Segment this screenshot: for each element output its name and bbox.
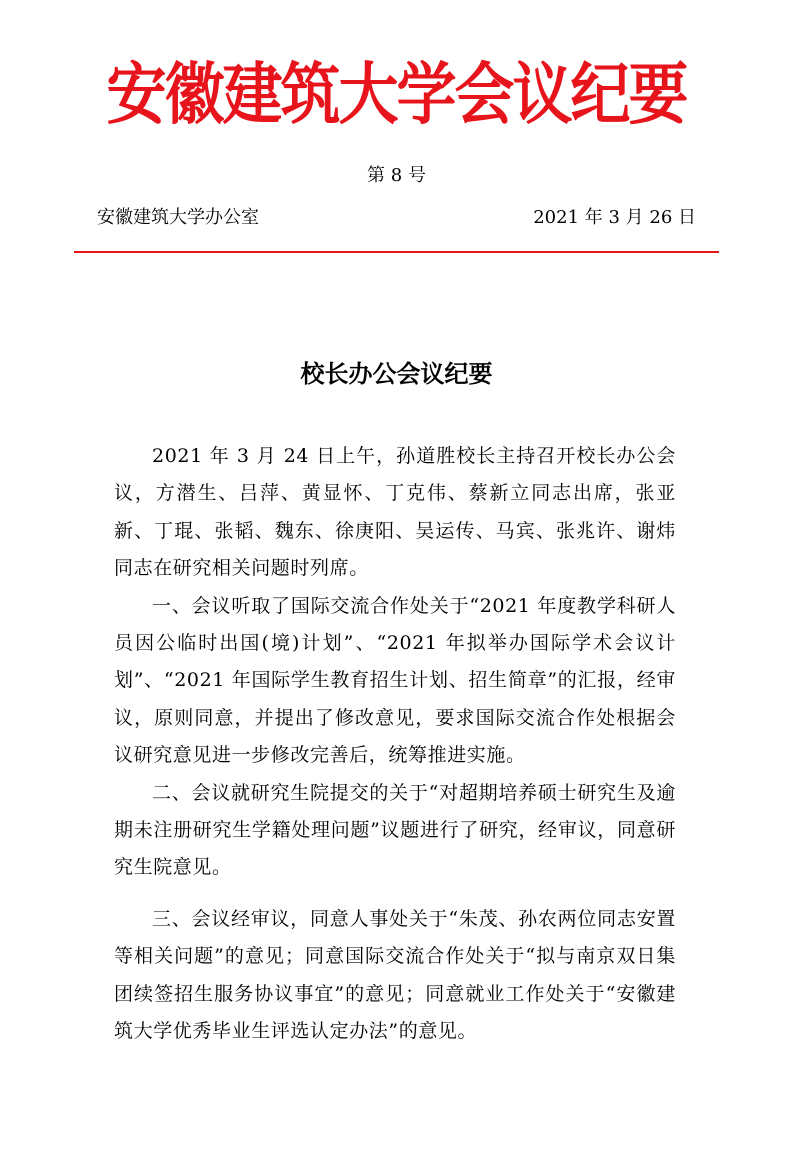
red-divider-line <box>74 251 719 253</box>
paragraph-intro: 2021 年 3 月 24 日上午，孙道胜校长主持召开校长办公会议，方潜生、吕萍、黄显怀、丁克伟、蔡新立同志出席，张亚新、丁琨、张韬、魏东、徐庚阳、吴运传、马宾、张兆许、谢炜同志在研究相关问题时列席。 <box>114 445 676 580</box>
masthead-title: 安徽建筑大学会议纪要 <box>106 56 687 135</box>
paragraph-item-3: 三、会议经审议，同意人事处关于“朱茂、孙农两位同志安置等相关问题”的意见；同意国际交流合作处关于“拟与南京双日集团续签招生服务协议事宜”的意见；同意就业工作处关于“安徽建筑大学优秀毕业生评选认定办法”的意见。 <box>114 907 676 1043</box>
issue-number: 第 8 号 <box>367 165 426 186</box>
document-title: 校长办公会议纪要 <box>300 359 493 388</box>
issuing-office: 安徽建筑大学办公室 <box>97 207 259 228</box>
document-body <box>114 438 676 1051</box>
paragraph-item-2: 二、会议就研究生院提交的关于“对超期培养硕士研究生及逾期未注册研究生学籍处理问题”议题进行了研究，经审议，同意研究生院意见。 <box>114 781 676 879</box>
issue-date: 2021 年 3 月 26 日 <box>533 207 696 228</box>
paragraph-item-1: 一、会议听取了国际交流合作处关于“2021 年度教学科研人员因公临时出国(境)计划”、“2021 年拟举办国际学术会议计划”、“2021 年国际学生教育招生计划、招生简章”的汇报，经审议，原则同意，并提出了修改意见，要求国际交流合作处根据会议研究意见进一步修改完善后，统筹推进实施。 <box>114 594 676 767</box>
